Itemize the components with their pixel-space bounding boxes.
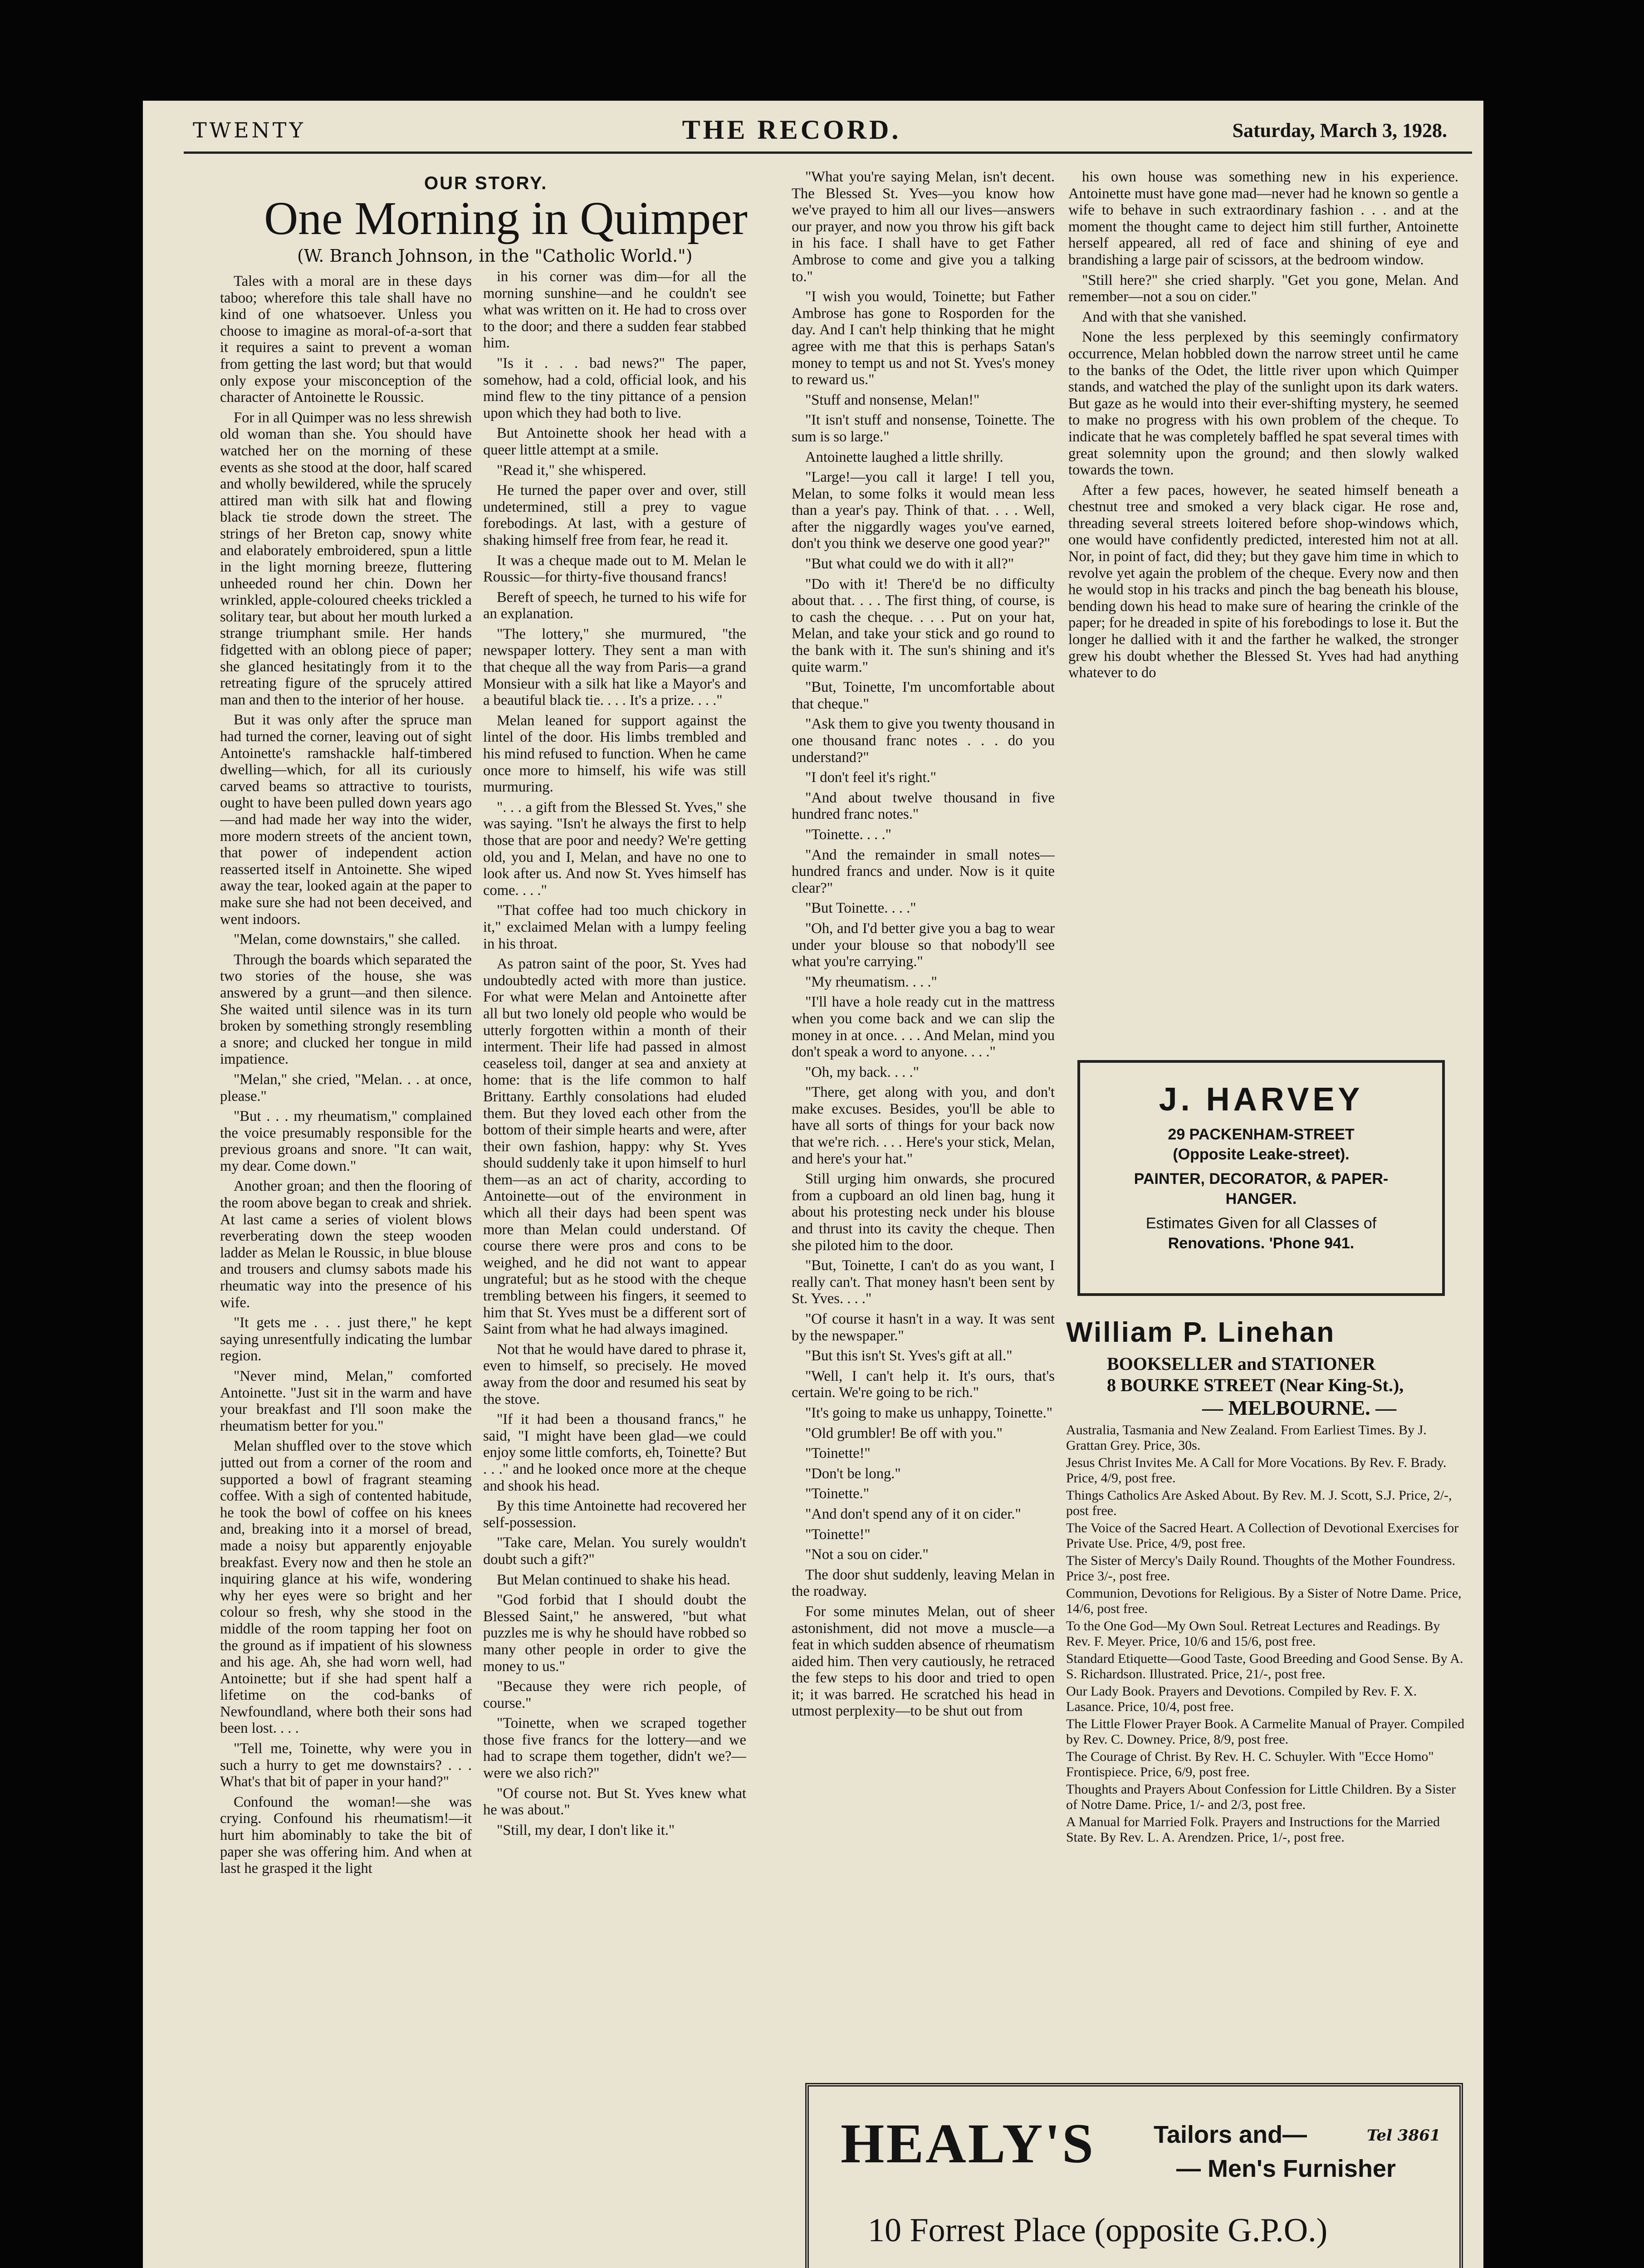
article-paragraph: For in all Quimper was no less shrewish old woman than she. You should have watched her on the morning of these events as she stood at the door, half scared and wholly bewildered, while the sprucely attired man with silk hat and flowing black tie strode down the street. The strings of her Breton cap, snowy white and elaborately embroidered, spun a little in the light morning breeze, fluttering unheeded round her chin. Down her wrinkled, apple-coloured cheeks trickled a solitary tear, but about her mouth lurked a strange triumphant smile. Her hands fidgetted with an oblong piece of paper; she glanced hesitatingly from it to the retreating figure of the sprucely attired man and then to the interior of her house. [220, 409, 472, 708]
masthead-rule [184, 152, 1472, 154]
issue-date: Saturday, March 3, 1928. [1232, 119, 1447, 142]
article-paragraph: "If it had been a thousand francs," he said, "I might have been glad—we could enjoy some little comforts, eh, Toinette? But . . ." and he looked once more at the cheque and shook his head. [483, 1411, 746, 1494]
story-kicker: OUR STORY. [424, 173, 548, 193]
book-entry: Things Catholics Are Asked About. By Rev. M. J. Scott, S.J. Price, 2/-, post free. [1066, 1488, 1452, 1518]
article-paragraph: "Ask them to give you twenty thousand in one thousand franc notes . . . do you understand?" [792, 716, 1055, 766]
article-paragraph: "Melan," she cried, "Melan. . . at once, please." [220, 1071, 472, 1105]
paper-name: THE RECORD. [682, 115, 901, 145]
article-paragraph: "I wish you would, Toinette; but Father Ambrose has gone to Rosporden for the day. And I can't help thinking that he might agree with me that this is perhaps Satan's money to tempt us and not St. Yves's money to reward us." [792, 288, 1055, 388]
article-column-2 [483, 269, 746, 2074]
healys-tagline-2: — Men's Furnisher [1176, 2155, 1396, 2182]
article-paragraph: "And about twelve thousand in five hundred franc notes." [792, 789, 1055, 823]
article-paragraph: "I don't feel it's right." [805, 769, 936, 786]
book-entry: Communion, Devotions for Religious. By a Sister of Notre Dame. Price, 14/6, post free. [1066, 1586, 1462, 1616]
article-paragraph: As patron saint of the poor, St. Yves had undoubtedly acted with more than justice. For what were Melan and Antoinette after all but two lonely old people who would be utterly forgotten within a month of their interment. Their life had passed in almost ceaseless toil, danger at sea and anxiety at home: that is the life common to half Brittany. Earthly consolations had eluded them. But they loved each other from the bottom of their simple hearts and were, after their own fashion, happy: why St. Yves should suddenly take it upon himself to hurl them—as an act of charity, according to Antoinette—out of the environment in which all their days had been spent was more than Melan could understand. Of course there were pros and cons to be weighed, and he did not want to appear ungrateful; but as he stood with the cheque trembling between his fingers, it seemed to him that St. Yves must be a different sort of Saint from what he had always imagined. [483, 956, 746, 1338]
article-paragraph: "Because they were rich people, of course." [483, 1678, 746, 1711]
newspaper-page [143, 101, 1483, 2268]
harvey-phone: Renovations. 'Phone 941. [1168, 1235, 1355, 1252]
article-paragraph: "The lottery," she murmured, "the newspaper lottery. They sent a man with that cheque all the way from Paris—a grand Monsieur with a silk hat like a Mayor's and a beautiful black tie. . . . It's a prize. . . ." [483, 626, 746, 709]
book-entry: Australia, Tasmania and New Zealand. From Earliest Times. By J. Grattan Grey. Price, 30s. [1066, 1422, 1427, 1453]
article-paragraph: "I'll have a hole ready cut in the mattress when you come back and we can slip the money in at once. . . . And Melan, mind you don't speak a word to anyone. . . ." [792, 994, 1055, 1061]
article-paragraph: It was a cheque made out to M. Melan le Roussic—for thirty-five thousand francs! [483, 552, 746, 586]
article-paragraph: "Toinette!" [805, 1526, 871, 1543]
article-paragraph: "Still, my dear, I don't like it." [497, 1822, 675, 1838]
article-paragraph: Antoinette laughed a little shrilly. [805, 449, 1003, 465]
book-list [1066, 1422, 1465, 1845]
article-paragraph: Still urging him onwards, she procured from a cupboard an old linen bag, hung it about his protesting neck under his blouse and thrust into its cavity the cheque. Then she piloted him to the door. [792, 1171, 1055, 1254]
article-paragraph: None the less perplexed by this seemingly confirmatory occurrence, Melan hobbled down the narrow street until he came to the banks of the Odet, the little river upon which Quimper stands, and watched the play of the sunlight upon its dark waters. But gaze as he would into their ever-shifting mystery, he seemed to make no progress with his own problem of the cheque. To indicate that he was completely baffled he spat several times with great solemnity upon the ground; and then slowly walked towards the town. [1068, 329, 1458, 479]
article-paragraph: "Toinette." [805, 1486, 870, 1502]
article-paragraph: "But, Toinette, I can't do as you want, I really can't. That money hasn't been sent by St. Yves. . . ." [792, 1257, 1055, 1307]
article-paragraph: "Tell me, Toinette, why were you in such a hurry to get me downstairs? . . . What's that bit of paper in your hand?" [220, 1740, 472, 1790]
book-entry: The Voice of the Sacred Heart. A Collection of Devotional Exercises for Private Use. Price, 4/9, post free. [1066, 1520, 1459, 1551]
article-paragraph: "Take care, Melan. You surely wouldn't doubt such a gift?" [483, 1535, 746, 1568]
article-paragraph: Not that he would have dared to phrase it, even to himself, so precisely. He moved away from the door and resumed his seat by the stove. [483, 1341, 746, 1408]
bookseller-address: 8 BOURKE STREET (Near King-St.), [1107, 1375, 1404, 1395]
article-paragraph: "Stuff and nonsense, Melan!" [805, 391, 980, 408]
article-paragraph: The door shut suddenly, leaving Melan in the roadway. [792, 1566, 1055, 1600]
book-entry: The Sister of Mercy's Daily Round. Thoughts of the Mother Foundress. Price 3/-, post free. [1066, 1553, 1456, 1584]
bookseller-name: William P. Linehan [1066, 1317, 1336, 1348]
harvey-note: Estimates Given for all Classes of [1145, 1215, 1377, 1232]
article-paragraph: Melan shuffled over to the stove which jutted out from a corner of the room and supported a bowl of fragrant steaming coffee. With a sigh of contented habitude, he took the bowl of coffee on his knees and, breaking into it a morsel of bread, made a noisy but apparently enjoyable breakfast. Every now and then he stole an inquiring glance at his wife, wondering why her eyes were so bright and her colour so fresh, why she stood in the middle of the room tapping her foot on the ground as if impatient of his slowness and his age. Ah, she had worn well, had Antoinette; but if she had spent half a lifetime on the cod-banks of Newfoundland, where both their sons had been lost. . . . [220, 1438, 472, 1737]
article-paragraph: "Melan, come downstairs," she called. [234, 931, 460, 948]
article-paragraph: "But this isn't St. Yves's gift at all." [805, 1348, 1013, 1364]
article-paragraph: "Large!—you call it large! I tell you, Melan, to some folks it would mean less than a year's pay. Think of that. . . . Well, after the niggardly wages you've earned, don't you think we deserve one good year?" [792, 469, 1055, 552]
harvey-advertisement [1077, 1060, 1445, 1296]
healys-address: 10 Forrest Place (opposite G.P.O.) [868, 2212, 1328, 2249]
article-paragraph: "Still here?" she cried sharply. "Get you gone, Melan. And remember—not a sou on cider." [1068, 272, 1458, 305]
article-paragraph: "Oh, and I'd better give you a bag to wear under your blouse so that nobody'll see what you're carrying." [792, 920, 1055, 970]
article-paragraph: By this time Antoinette had recovered her self-possession. [483, 1498, 746, 1531]
article-paragraph: "Oh, my back. . . ." [805, 1064, 919, 1080]
article-paragraph: his own house was something new in his experience. Antoinette must have gone mad—never had he known so gentle a wife to behave in such extraordinary fashion . . . and at the moment the thought came to deject him still further, Antoinette herself appeared, all red of face and shining of eye and brandishing a large pair of scissors, at the bedroom window. [1068, 169, 1458, 268]
article-paragraph: "Never mind, Melan," comforted Antoinette. "Just sit in the warm and have your breakfast and I'll soon make the rheumatism better for you." [220, 1368, 472, 1434]
article-column-1 [220, 273, 472, 2074]
article-paragraph: He turned the paper over and over, still undetermined, still a prey to vague forebodings. At last, with a gesture of shaking himself free from fear, he read it. [483, 482, 746, 548]
article-paragraph: Tales with a moral are in these days taboo; wherefore this tale shall have no kind of one whatsoever. Unless you choose to imagine as moral-of-a-sort that it requires a saint to prevent a woman from getting the last word; but that would only expose your misconception of the character of Antoinette le Roussic. [220, 273, 472, 406]
book-entry: The Little Flower Prayer Book. A Carmelite Manual of Prayer. Compiled by Rev. C. Downey. Price, 8/9, post free. [1066, 1716, 1465, 1747]
article-paragraph: "What you're saying Melan, isn't decent. The Blessed St. Yves—you know how we've prayed to him all our lives—answers our prayer, and now you throw his gift back in his face. I shall have to get Father Ambrose to come and give you a talking to." [792, 169, 1055, 285]
article-paragraph: Through the boards which separated the two stories of the house, she was answered by a grunt—and then silence. She waited until silence was in its turn broken by something strongly resembling a snore; and clucked her tongue in mild impatience. [220, 951, 472, 1068]
article-paragraph: "Toinette!" [805, 1445, 871, 1462]
article-paragraph: "But what could we do with it all?" [805, 556, 1014, 572]
article-paragraph: "Of course it hasn't in a way. It was sent by the newspaper." [792, 1311, 1055, 1344]
article-paragraph: "It isn't stuff and nonsense, Toinette. The sum is so large." [792, 412, 1055, 445]
article-paragraph: "And don't spend any of it on cider." [805, 1505, 1021, 1522]
article-paragraph: "There, get along with you, and don't make excuses. Besides, you'll be able to have all sorts of things for your back now that we're rich. . . . Here's your stick, Melan, and here's your hat." [792, 1084, 1055, 1167]
article-paragraph: And with that she vanished. [1082, 308, 1247, 325]
harvey-address: 29 PACKENHAM-STREET [1168, 1126, 1355, 1143]
bookseller-city: — MELBOURNE. — [1202, 1396, 1397, 1419]
article-paragraph: "Not a sou on cider." [805, 1546, 929, 1563]
article-paragraph: "And the remainder in small notes—hundred francs and under. Now is it quite clear?" [792, 846, 1055, 896]
article-paragraph: "Do with it! There'd be no difficulty about that. . . . The first thing, of course, is to cash the cheque. . . . Put on your hat, Melan, and take your stick and go round to the bank with it. The sun's shining and it's quite warm." [792, 576, 1055, 675]
article-paragraph: "Is it . . . bad news?" The paper, somehow, had a cold, official look, and his mind flew to the tiny pittance of a pension upon which they had both to live. [483, 355, 746, 421]
harvey-trade: PAINTER, DECORATOR, & PAPER- [1134, 1170, 1389, 1188]
article-paragraph: But it was only after the spruce man had turned the corner, leaving out of sight Antoinette's ramshackle half-timbered dwelling—which, for all its curiously carved beams so attractive to tourists, ought to have been pulled down years ago—and had made her way into the wider, more modern streets of the ancient town, that power of independent action reasserted itself in Antoinette. She wiped away the tear, looked again at the paper to make sure she had not been deceived, and went indoors. [220, 712, 472, 928]
article-paragraph: "Well, I can't help it. It's ours, that's certain. We're going to be rich." [792, 1368, 1055, 1401]
article-paragraph: "But, Toinette, I'm uncomfortable about that cheque." [792, 679, 1055, 712]
article-paragraph: in his corner was dim—for all the morning sunshine—and he couldn't see what was written on it. He had to cross over to the door; and there a sudden fear stabbed him. [483, 269, 746, 352]
article-paragraph: "It gets me . . . just there," he kept saying unresentfully indicating the lumbar region. [220, 1315, 472, 1364]
article-paragraph: "Old grumbler! Be off with you." [805, 1425, 1003, 1442]
article-paragraph: "Toinette. . . ." [805, 826, 891, 843]
book-entry: Our Lady Book. Prayers and Devotions. Compiled by Rev. F. X. Lasance. Price, 10/4, post free. [1066, 1684, 1417, 1714]
book-entry: Jesus Christ Invites Me. A Call for More Vocations. By Rev. F. Brady. Price, 4/9, post free. [1066, 1455, 1447, 1486]
article-paragraph: Melan leaned for support against the lintel of the door. His limbs trembled and his mind refused to function. When he came once more to himself, his wife was still murmuring. [483, 712, 746, 796]
article-paragraph: But Antoinette shook her head with a queer little attempt at a smile. [483, 425, 746, 458]
article-paragraph: Another groan; and then the flooring of the room above began to creak and shriek. At last came a series of violent blows reverberating down the steep wooden ladder as Melan le Roussic, in blue blouse and trousers and clumsy sabots made his rheumatic way into the presence of his wife. [220, 1178, 472, 1311]
article-paragraph: "But Toinette. . . ." [805, 900, 916, 917]
book-entry: The Courage of Christ. By Rev. H. C. Schuyler. With "Ecce Homo" Frontispiece. Price, 6/9, post free. [1066, 1749, 1434, 1779]
article-paragraph: For some minutes Melan, out of sheer astonishment, did not move a muscle—a feat in which sudden absence of rheumatism aided him. Then very cautiously, he retraced the few steps to his door and tried to open it; it was barred. He scratched his head in utmost perplexity—to be shut out from [792, 1603, 1055, 1720]
article-paragraph: Confound the woman!—she was crying. Confound his rheumatism!—it hurt him abominably to take the bit of paper she was offering him. And when at last he grasped it the light [220, 1794, 472, 1877]
bookseller-trade: BOOKSELLER and STATIONER [1107, 1354, 1376, 1374]
healys-telephone: Tel 3861 [1367, 2126, 1441, 2145]
article-paragraph: ". . . a gift from the Blessed St. Yves," she was saying. "Isn't he always the first to help those that are poor and needy? We're getting old, you and I, Melan, and have no one to look after us. And now St. Yves himself has come. . . ." [483, 799, 746, 899]
page-number: TWENTY [193, 118, 306, 142]
article-paragraph: "Read it," she whispered. [497, 462, 646, 479]
article-paragraph: "But . . . my rheumatism," complained the voice presumably responsible for the previous groans and snore. "It can wait, my dear. Come down." [220, 1108, 472, 1174]
article-paragraph: "God forbid that I should doubt the Blessed Saint," he answered, "but what puzzles me is why he should have robbed so many other people in order to give the money to us." [483, 1592, 746, 1675]
article-paragraph: After a few paces, however, he seated himself beneath a chestnut tree and smoked a very black cigar. He rose and, threading several streets loitered before shop-windows which, one would have confidently predicted, interested him not at all. Nor, in point of fact, did they; but they gave him time in which to revolve yet again the problem of the cheque. Every now and then he would stop in his tracks and pinch the bag beneath his blouse, bending down his head to make sure of hearing the crinkle of the paper; for he dreaded in spite of his forebodings to lose it. But the longer he dallied with it and the farther he walked, the stronger grew his doubt whether the Blessed St. Yves had had anything whatever to do [1068, 482, 1458, 681]
article-title: One Morning in Quimper [264, 192, 748, 244]
article-paragraph: But Melan continued to shake his head. [497, 1571, 730, 1588]
book-entry: Standard Etiquette—Good Taste, Good Breeding and Good Sense. By A. S. Richardson. Illustrated. Price, 21/-, post free. [1066, 1651, 1463, 1681]
healys-name: HEALY'S [841, 2112, 1095, 2175]
healys-advertisement [805, 2083, 1463, 2268]
healys-tagline: Tailors and— [1154, 2121, 1307, 2148]
article-paragraph: "My rheumatism. . . ." [805, 973, 937, 990]
harvey-trade-2: HANGER. [1225, 1190, 1297, 1207]
harvey-landmark: (Opposite Leake-street). [1173, 1146, 1350, 1163]
book-entry: A Manual for Married Folk. Prayers and Instructions for the Married State. By Rev. L. A. Arendzen. Price, 1/-, post free. [1066, 1814, 1440, 1845]
article-paragraph: "It's going to make us unhappy, Toinette." [805, 1404, 1053, 1421]
article-byline: (W. Branch Johnson, in the "Catholic World.") [297, 246, 693, 266]
bookseller-advertisement [1066, 1316, 1465, 2042]
article-paragraph: "Toinette, when we scraped together those five francs for the lottery—and we had to scrape them together, didn't we?—were we also rich?" [483, 1715, 746, 1782]
article-column-3 [792, 169, 1055, 2074]
article-paragraph: Bereft of speech, he turned to his wife for an explanation. [483, 589, 746, 622]
book-entry: To the One God—My Own Soul. Retreat Lectures and Readings. By Rev. F. Meyer. Price, 10/6 and 15/6, post free. [1066, 1618, 1440, 1649]
article-paragraph: "Don't be long." [805, 1465, 901, 1482]
article-paragraph: "That coffee had too much chickory in it," exclaimed Melan with a lumpy feeling in his throat. [483, 902, 746, 952]
article-column-4 [1068, 169, 1458, 1049]
harvey-name: J. HARVEY [1159, 1081, 1364, 1118]
book-entry: Thoughts and Prayers About Confession for Little Children. By a Sister of Notre Dame. Price, 1/- and 2/3, post free. [1066, 1782, 1456, 1812]
article-paragraph: "Of course not. But St. Yves knew what he was about." [483, 1785, 746, 1818]
